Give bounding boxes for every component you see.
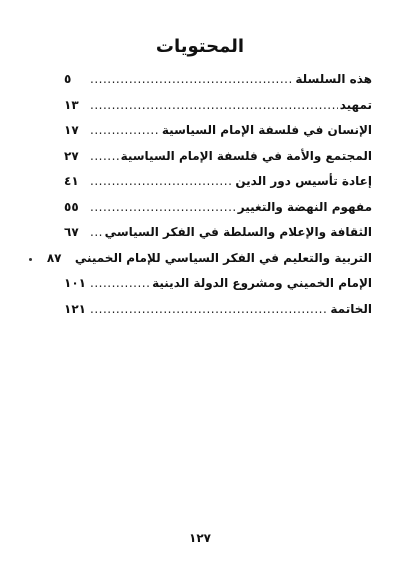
toc-entry-title: هذه السلسلة xyxy=(295,72,372,86)
toc-leader-dots xyxy=(90,225,103,239)
toc-entry-page: ١٣ xyxy=(64,97,79,112)
toc-entry-title: إعادة تأسيس دور الدين xyxy=(235,174,372,188)
toc-entry xyxy=(64,174,372,200)
toc-entry xyxy=(64,276,372,302)
toc-entry xyxy=(64,225,372,251)
toc-entry xyxy=(64,72,372,98)
toc-entry-page: ١٠١ xyxy=(64,276,86,290)
toc-leader-dots xyxy=(90,149,119,163)
toc-entry-page: ١٧ xyxy=(64,123,79,137)
toc-entry xyxy=(64,200,372,226)
stray-mark xyxy=(29,258,32,261)
toc-entry-page: ١٢١ xyxy=(64,301,86,316)
toc-leader-dots xyxy=(90,174,233,188)
toc-entry-title: مفهوم النهضة والتغيير xyxy=(237,199,372,214)
toc-entry xyxy=(64,302,372,328)
toc-leader-dots xyxy=(90,72,293,86)
toc-entry-page: ٤١ xyxy=(64,174,79,188)
toc-entry-page: ٨٧ xyxy=(46,250,62,265)
toc-entry-title: تمهيد xyxy=(339,97,372,112)
toc-leader-dots xyxy=(90,123,160,137)
table-of-contents xyxy=(46,72,372,327)
toc-entry-title: الإمام الخميني ومشروع الدولة الدينية xyxy=(152,276,372,290)
toc-entry-page: ٥ xyxy=(64,72,72,86)
toc-entry xyxy=(64,98,372,124)
toc-entry-title: المجتمع والأمة في فلسفة الإمام السياسية xyxy=(120,148,372,163)
toc-entry-title: الخاتمة xyxy=(330,301,372,316)
toc-entry xyxy=(46,250,372,277)
toc-entry-page: ٢٧ xyxy=(64,148,79,163)
toc-entry-page: ٥٥ xyxy=(64,199,79,214)
toc-entry-title: الإنسان في فلسفة الإمام السياسية xyxy=(161,123,372,137)
page-number: ١٢٧ xyxy=(189,531,211,545)
page-title: المحتويات xyxy=(155,36,245,57)
toc-leader-dots xyxy=(90,276,150,290)
toc-leader-dots xyxy=(90,98,338,112)
toc-entry-page: ٦٧ xyxy=(64,225,79,239)
toc-entry-title: الثقافة والإعلام والسلطة في الفكر السياسي xyxy=(104,225,372,239)
toc-entry xyxy=(64,123,372,149)
toc-leader-dots xyxy=(90,302,328,316)
toc-leader-dots xyxy=(90,200,236,214)
toc-entry-title: التربية والتعليم في الفكر السياسي للإمام الخميني xyxy=(74,250,372,265)
toc-entry xyxy=(64,149,372,175)
